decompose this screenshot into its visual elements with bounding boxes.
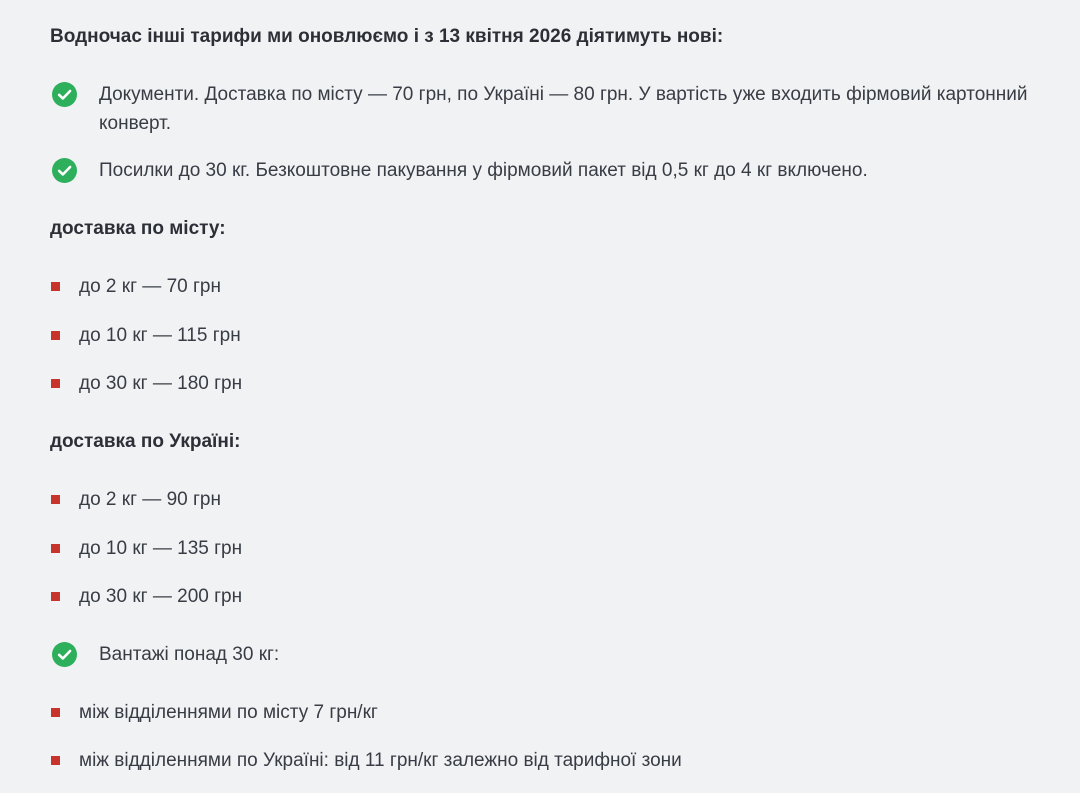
ukraine-price-item bbox=[50, 534, 242, 563]
cargo-text: Вантажі понад 30 кг: bbox=[99, 644, 280, 665]
check-circle-icon bbox=[52, 158, 77, 183]
cargo-price-text: між відділеннями по місту 7 грн/кг bbox=[79, 702, 378, 723]
check-circle-icon bbox=[52, 82, 77, 107]
square-bullet-icon bbox=[51, 756, 60, 765]
square-bullet-icon bbox=[51, 379, 60, 388]
square-bullet-icon bbox=[51, 495, 60, 504]
city-price-text: до 10 кг — 115 грн bbox=[79, 325, 241, 346]
ukraine-price-text: до 30 кг — 200 грн bbox=[79, 586, 243, 607]
cargo-item bbox=[52, 640, 1077, 669]
parcels-text: Посилки до 30 кг. Безкоштовне пакування у фірмовий пакет від 0,5 кг до 4 кг включено. bbox=[99, 160, 868, 181]
square-bullet-icon bbox=[51, 544, 60, 553]
ukraine-price-text: до 10 кг — 135 грн bbox=[79, 538, 243, 559]
parcels-item bbox=[52, 156, 1077, 185]
check-circle-icon bbox=[52, 642, 77, 667]
ukraine-price-text: до 2 кг — 90 грн bbox=[79, 489, 221, 510]
square-bullet-icon bbox=[51, 331, 60, 340]
cargo-price-item bbox=[50, 746, 682, 775]
cargo-price-text: між відділеннями по Україні: від 11 грн/кг залежно від тарифної зони bbox=[79, 750, 682, 771]
intro-heading: Водночас інші тарифи ми оновлюємо і з 13 квітня 2026 діятимуть нові: bbox=[50, 26, 724, 47]
city-price-item bbox=[50, 321, 241, 350]
city-price-item bbox=[50, 272, 221, 301]
documents-text: Документи. Доставка по місту — 70 грн, по Україні — 80 грн. У вартість уже входить фірмовий картонний конверт. bbox=[99, 84, 1028, 134]
city-price-item bbox=[50, 369, 242, 398]
documents-item bbox=[52, 80, 1077, 138]
cargo-price-item bbox=[50, 698, 378, 727]
city-price-text: до 30 кг — 180 грн bbox=[79, 373, 243, 394]
square-bullet-icon bbox=[51, 708, 60, 717]
ukraine-price-item bbox=[50, 582, 242, 611]
ukraine-delivery-heading: доставка по Україні: bbox=[50, 431, 241, 452]
square-bullet-icon bbox=[51, 282, 60, 291]
ukraine-price-item bbox=[50, 485, 221, 514]
city-price-text: до 2 кг — 70 грн bbox=[79, 276, 221, 297]
city-delivery-heading: доставка по місту: bbox=[50, 218, 226, 239]
square-bullet-icon bbox=[51, 592, 60, 601]
